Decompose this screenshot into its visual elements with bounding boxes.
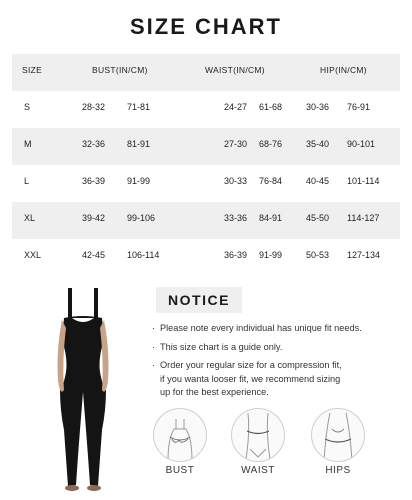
bullet-dot: ·: [152, 341, 156, 352]
bust-measurement: [150, 408, 210, 476]
table-cell: 27-30: [224, 139, 248, 149]
notice-list: [152, 322, 404, 405]
table-header-row: [12, 54, 400, 91]
table-cell: 24-27: [224, 102, 248, 112]
table-cell: 91-99: [127, 176, 151, 186]
header-bust: BUST(IN/CM): [92, 65, 148, 75]
notice-text: if you wanta looser fit, we recommend sizing: [160, 373, 341, 384]
table-row: [12, 239, 400, 276]
table-cell: 91-99: [259, 250, 283, 260]
bullet-dot: ·: [152, 323, 156, 333]
notice-item: [152, 341, 404, 355]
table-cell: 76-91: [347, 102, 371, 112]
table-cell: 39-42: [82, 213, 106, 223]
hips-illustration: [311, 408, 365, 462]
notice-item: [152, 322, 404, 336]
table-row: [12, 165, 400, 202]
bust-label: BUST: [165, 465, 195, 476]
waist-illustration: [231, 408, 285, 462]
table-cell: 127-134: [347, 250, 381, 260]
table-row: [12, 202, 400, 239]
table-cell: 30-33: [224, 176, 248, 186]
table-cell: 40-45: [306, 176, 330, 186]
table-cell: 45-50: [306, 213, 330, 223]
notice-item: [152, 359, 404, 400]
table-cell: 30-36: [306, 102, 330, 112]
hips-label: HIPS: [325, 465, 351, 476]
table-cell: 106-114: [127, 250, 160, 260]
table-cell: 28-32: [82, 102, 106, 112]
notice-text: Order your regular size for a compression fit,: [160, 360, 342, 370]
notice-text: up for the best experience.: [160, 387, 269, 397]
table-cell: 36-39: [82, 176, 106, 186]
table-cell: 33-36: [224, 213, 248, 223]
table-cell: 81-91: [127, 139, 151, 149]
table-cell: 42-45: [82, 250, 106, 260]
table-cell: 32-36: [82, 139, 106, 149]
bodysuit-model-image: [28, 280, 138, 496]
table-cell: S: [24, 102, 31, 112]
table-cell: XXL: [24, 250, 42, 260]
table-cell: 61-68: [259, 102, 283, 112]
hips-measurement: [308, 408, 368, 476]
notice-heading: NOTICE: [156, 287, 242, 313]
size-table: [12, 54, 400, 276]
header-waist: WAIST(IN/CM): [205, 65, 265, 75]
table-cell: 36-39: [224, 250, 248, 260]
table-cell: M: [24, 139, 32, 149]
table-cell: 35-40: [306, 139, 330, 149]
page-title: SIZE CHART: [130, 14, 282, 39]
notice-text: This size chart is a guide only.: [160, 341, 283, 352]
waist-label: WAIST: [241, 465, 275, 476]
header-hip: HIP(IN/CM): [320, 65, 367, 75]
table-cell: 90-101: [347, 139, 376, 149]
table-cell: 71-81: [127, 102, 151, 112]
table-cell: 114-127: [347, 213, 380, 223]
table-cell: 84-91: [259, 213, 283, 223]
table-cell: L: [24, 176, 30, 186]
table-cell: 50-53: [306, 250, 330, 260]
table-cell: XL: [24, 213, 36, 223]
table-cell: 68-76: [259, 139, 283, 149]
header-size: SIZE: [22, 65, 43, 75]
table-row: [12, 128, 400, 165]
table-cell: 76-84: [259, 176, 283, 186]
table-cell: 101-114: [347, 176, 380, 186]
bullet-dot: ·: [152, 360, 156, 370]
table-row: [12, 91, 400, 128]
notice-text: Please note every individual has unique fit needs.: [160, 323, 362, 333]
table-cell: 99-106: [127, 213, 156, 223]
bust-illustration: [153, 408, 207, 462]
waist-measurement: [228, 408, 288, 476]
